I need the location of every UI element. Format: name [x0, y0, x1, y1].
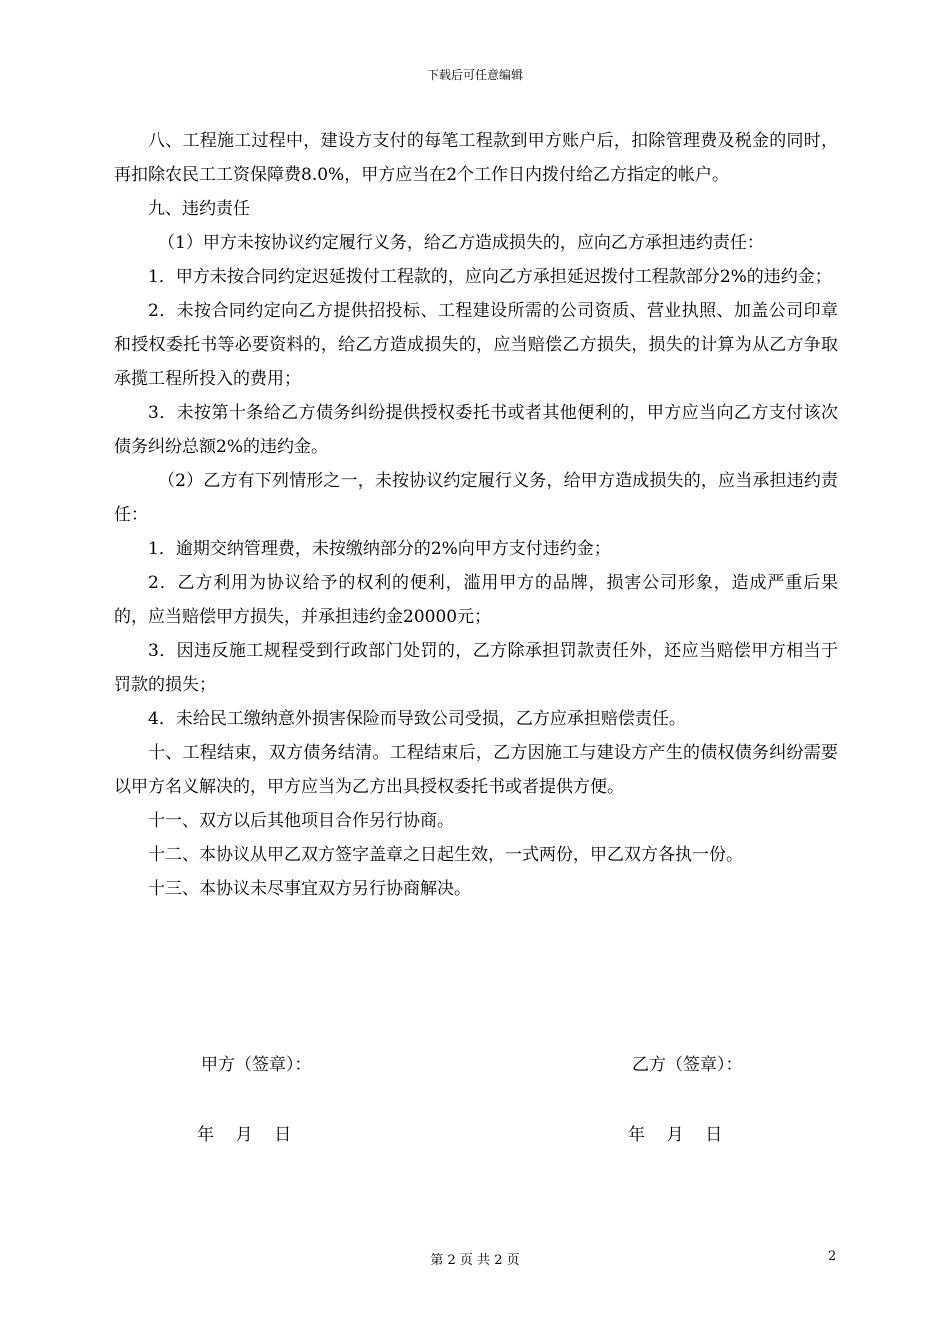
clause-10: 十、工程结束，双方债务结清。工程结束后，乙方因施工与建设方产生的债权债务纠纷需要以甲方名义解决的，甲方应当为乙方出具授权委托书或者提供方便。 — [114, 743, 838, 797]
clause-9-1-item-2: 2．未按合同约定向乙方提供招投标、工程建设所需的公司资质、营业执照、加盖公司印章和授权委托书等必要资料的，给乙方造成损失的，应当赔偿乙方损失，损失的计算为从乙方争取承揽工程所投入的费用； — [114, 301, 838, 389]
clause-9-heading: 九、违约责任 — [148, 199, 250, 219]
party-a-signature-label: 甲方（签章）： — [201, 1055, 312, 1075]
page-header: 下载后可任意编辑 — [426, 68, 523, 82]
party-a-date: 年 月 日 — [197, 1125, 292, 1145]
clause-9-2-item-2: 2．乙方利用为协议给予的权利的便利，滥用甲方的品牌，损害公司形象，造成严重后果的，应当赔偿甲方损失，并承担违约金20000元； — [114, 573, 838, 627]
page-number: 2 — [828, 1249, 837, 1264]
clause-12: 十二、本协议从甲乙双方签字盖章之日起生效，一式两份，甲乙双方各执一份。 — [148, 845, 743, 865]
party-b-signature-label: 乙方（签章）： — [632, 1055, 743, 1075]
clause-13: 十三、本协议未尽事宜双方另行协商解决。 — [148, 879, 471, 899]
clause-9-2-item-4: 4．未给民工缴纳意外损害保险而导致公司受损，乙方应承担赔偿责任。 — [148, 709, 686, 729]
clause-9-2-item-1: 1．逾期交纳管理费，未按缴纳部分的2%向甲方支付违约金； — [148, 539, 611, 559]
clause-9-1-item-3: 3．未按第十条给乙方债务纠纷提供授权委托书或者其他便利的，甲方应当向乙方支付该次债务纠纷总额2%的违约金。 — [114, 403, 838, 457]
clause-9-2-intro: （2）乙方有下列情形之一，未按协议约定履行义务，给甲方造成损失的，应当承担违约责任： — [114, 471, 838, 525]
clause-11: 十一、双方以后其他项目合作另行协商。 — [148, 811, 454, 831]
document-body — [114, 124, 838, 906]
clause-8: 八、工程施工过程中，建设方支付的每笔工程款到甲方账户后，扣除管理费及税金的同时，再扣除农民工工资保障费8.0%，甲方应当在2个工作日内拨付给乙方指定的帐户。 — [114, 131, 838, 185]
clause-9-1-item-1: 1．甲方未按合同约定迟延拨付工程款的，应向乙方承担延迟拨付工程款部分2%的违约金； — [148, 267, 832, 287]
party-b-date: 年 月 日 — [628, 1125, 723, 1145]
clause-9-1-intro: （1）甲方未按协议约定履行义务，给乙方造成损失的，应向乙方承担违约责任： — [158, 233, 764, 253]
clause-9-2-item-3: 3．因违反施工规程受到行政部门处罚的，乙方除承担罚款责任外，还应当赔偿甲方相当于罚款的损失； — [114, 641, 838, 695]
page-info: 第 2 页 共 2 页 — [430, 1253, 520, 1268]
